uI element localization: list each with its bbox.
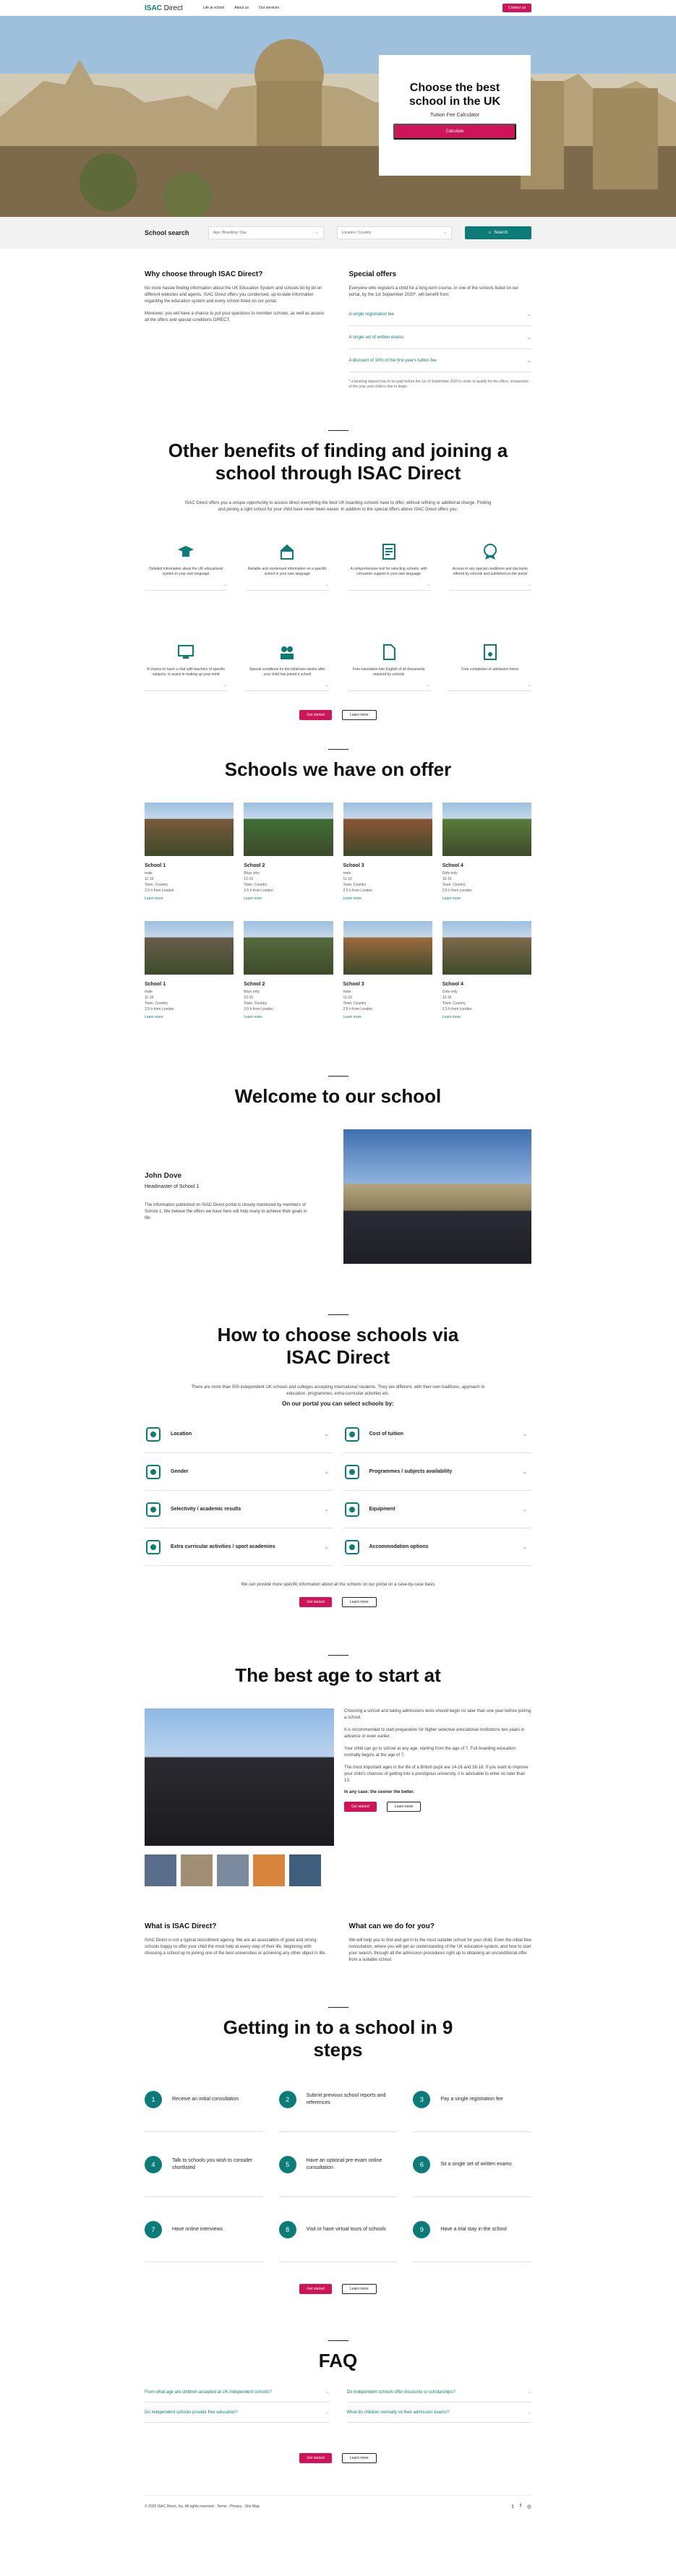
- section-divider: [328, 1076, 348, 1077]
- criteria-item[interactable]: [343, 1453, 532, 1491]
- section-divider: [328, 749, 348, 750]
- school-meta: [343, 989, 432, 1012]
- search-button[interactable]: ⌕ Search: [465, 226, 531, 239]
- learn-more-link[interactable]: Learn more: [145, 897, 163, 901]
- contact-us-button[interactable]: Contact us: [502, 4, 531, 12]
- get-started-button[interactable]: Get started: [299, 1597, 332, 1607]
- school-gender: Girls only: [442, 990, 458, 994]
- section-divider: [328, 430, 348, 431]
- criteria-label: Equipment: [369, 1507, 395, 1512]
- criteria-label: Gender: [171, 1469, 189, 1474]
- nav-about-us[interactable]: About us: [234, 6, 249, 10]
- chevron-down-icon: ⌄: [527, 2410, 531, 2415]
- school-gender: Boys only: [244, 871, 260, 876]
- hero-title: Choose the best school in the UK: [408, 82, 501, 108]
- get-started-button[interactable]: Get started: [299, 2284, 332, 2294]
- criteria-label: Extra curricular activities / sport academies: [171, 1544, 275, 1549]
- step-text: Have a trial stay in the school: [440, 2226, 507, 2232]
- hero-city-image: [0, 16, 676, 217]
- benefits-title: Other benefits of finding and joining a school through ISAC Direct: [168, 440, 508, 484]
- can-do-section: [349, 1922, 532, 1964]
- school-card[interactable]: [244, 921, 333, 1019]
- step-number: 3: [413, 2091, 430, 2108]
- learn-more-link[interactable]: Learn more: [343, 1015, 362, 1019]
- step-item: [279, 2132, 398, 2197]
- faq-item[interactable]: What do children normally sit their admission exams? ⌄: [347, 2402, 532, 2423]
- school-card[interactable]: [442, 803, 531, 901]
- school-age: 12-16: [244, 996, 254, 1000]
- step-text: Submit previous school reports and references: [306, 2092, 386, 2105]
- school-name: School 4: [442, 863, 463, 868]
- chevron-down-icon: ⌄: [324, 1544, 329, 1550]
- school-card[interactable]: [343, 803, 432, 901]
- facebook-icon[interactable]: f: [519, 2503, 521, 2509]
- school-age: 11-16: [145, 996, 154, 1000]
- school-age: 12-16: [244, 877, 254, 881]
- photo-thumbnails: [145, 1854, 334, 1886]
- step-number: 7: [145, 2221, 162, 2238]
- criteria-item[interactable]: [343, 1416, 532, 1453]
- chevron-down-icon: ⌄: [523, 1469, 527, 1475]
- school-photo[interactable]: [244, 921, 333, 975]
- school-distance: 2.5 h from London: [145, 1007, 174, 1011]
- chevron-down-icon: ⌄: [426, 583, 430, 587]
- benefit-item[interactable]: Free completion of admission forms ⌄: [449, 641, 531, 691]
- school-distance: 2.5 h from London: [145, 889, 174, 893]
- location-pin-icon: [145, 1426, 162, 1443]
- step-number: 4: [145, 2156, 162, 2173]
- age-text-3: Your child can go to school at any age, starting from the age of 7. Full boarding education normally begins at the age of 7.: [344, 1747, 515, 1758]
- school-photo[interactable]: [244, 803, 333, 856]
- school-photo[interactable]: [442, 921, 531, 975]
- school-card[interactable]: [343, 921, 432, 1019]
- faq-item[interactable]: Do independent schools provide free education? ⌄: [145, 2402, 330, 2423]
- learn-more-button[interactable]: Learn more: [342, 1597, 377, 1607]
- offer-item[interactable]: A discount of 10% of the first year's tuition fee ⌄: [349, 349, 532, 372]
- offers-intro: Everyone who registers a child for a long-term course, in one of the schools listed on our portal, by the 1st September 2020*, will benefit from:: [348, 286, 519, 297]
- step-item: [145, 2067, 263, 2132]
- cando-text: We will help you to find and get in to the most suitable school for your child. Even the initial free consultation, where you will get an understanding of the UK education system, and how to start your search, through all the admission procedures right up to obtaining an unconditional offer from a suitable school.: [348, 1938, 531, 1962]
- thumbnail[interactable]: [181, 1854, 213, 1886]
- what-title: What is ISAC Direct?: [145, 1922, 217, 1930]
- chevron-down-icon: ⌄: [426, 683, 430, 688]
- school-distance: 2.5 h from London: [343, 1007, 373, 1011]
- criteria-label: Cost of tuition: [369, 1432, 403, 1437]
- section-divider: [328, 2340, 348, 2341]
- benefit-item[interactable]: A comprehensive tool for selecting schools, with consumer support in your own language ⌄: [348, 541, 430, 591]
- hero-subtitle: Tuition Fee Calculator: [429, 113, 480, 118]
- benefits-grid: [145, 541, 531, 691]
- school-name: School 1: [145, 863, 166, 868]
- logo[interactable]: ISAC Direct: [145, 4, 183, 12]
- why-section: [145, 270, 328, 390]
- benefits-intro: ISAC Direct offers you a unique opportunity to access direct everything the best UK boarding schools have to offer, without refining or additional charge. Finding and joining a right school for your child have never been easier. In addition to the special offers above ISAC Direct offers you:: [184, 501, 492, 512]
- steps-title: Getting in to a school in 9 steps: [223, 2016, 453, 2061]
- school-location: Town, Country: [442, 1001, 466, 1006]
- cando-title: What can we do for you?: [348, 1922, 435, 1930]
- step-item: [145, 2132, 263, 2197]
- learn-more-link[interactable]: Learn more: [442, 897, 461, 901]
- criteria-label: Accommodation options: [369, 1544, 429, 1549]
- criteria-item[interactable]: [145, 1416, 333, 1453]
- school-meta: [343, 870, 432, 894]
- step-text: Have an optional pre-exam online consultation: [306, 2157, 382, 2170]
- choose-footer: We can provide more specific information about all the schools on our portal on a case-by-case basis: [241, 1583, 435, 1587]
- get-started-button[interactable]: Get started: [299, 710, 332, 720]
- school-card[interactable]: [244, 803, 333, 901]
- school-meta: [442, 870, 531, 894]
- footer-copyright: © 2020 ISAC Direct, Inc. All rights reserved · Terms · Privacy · Site Map: [145, 2504, 260, 2509]
- location-select[interactable]: Location / Country ⌄: [337, 226, 453, 239]
- hero-banner: [0, 16, 676, 217]
- chevron-down-icon: ⌄: [523, 1544, 527, 1550]
- step-number: 9: [413, 2221, 430, 2238]
- school-age: 11-16: [343, 996, 352, 1000]
- section-divider: [328, 1655, 348, 1656]
- benefit-item[interactable]: Access to any special conditions and discounts offered by schools and published on the portal ⌄: [449, 541, 531, 591]
- chevron-down-icon: ⌄: [526, 311, 531, 317]
- school-gender: Girls only: [442, 871, 458, 876]
- steps-grid: [145, 2067, 531, 2262]
- step-item: [279, 2197, 398, 2262]
- school-name: School 2: [244, 863, 265, 868]
- chevron-down-icon: ⌄: [223, 683, 228, 688]
- age-select[interactable]: Age / Boarding / Day ⌄: [208, 226, 324, 239]
- school-name: School 4: [442, 982, 463, 987]
- learn-more-link[interactable]: Learn more: [244, 1015, 262, 1019]
- criteria-label: Selectivity / academic results: [171, 1507, 241, 1512]
- school-name: School 3: [343, 863, 364, 868]
- learn-more-link[interactable]: Learn more: [145, 1015, 163, 1019]
- step-item: [413, 2067, 531, 2132]
- nav-life-at-school[interactable]: Life at school: [202, 6, 225, 10]
- welcome-title: Welcome to our school: [234, 1085, 442, 1107]
- offer-item[interactable]: A single set of written exams ⌄: [349, 326, 532, 349]
- headmaster-role: Headmaster of School 1: [145, 1184, 200, 1189]
- school-search-bar: [0, 217, 676, 249]
- age-emphasis: In any case: the sooner the better.: [344, 1790, 415, 1794]
- school-people-icon: [276, 641, 298, 663]
- learn-more-button[interactable]: Learn more: [387, 1802, 422, 1812]
- school-meta: [244, 870, 333, 894]
- graduates-photo: [145, 1708, 334, 1846]
- benefit-item[interactable]: Reliable and condensed information on a specific school in your own language ⌄: [246, 541, 328, 591]
- criteria-item[interactable]: [343, 1528, 532, 1566]
- document-icon: [378, 641, 400, 663]
- graduation-cap-icon: [175, 541, 197, 562]
- age-title: The best age to start at: [235, 1664, 441, 1686]
- school-distance: 2.5 h from London: [442, 1007, 472, 1011]
- trophy-icon: [145, 1539, 162, 1556]
- step-text: Receive an initial consultation: [172, 2096, 239, 2102]
- faq-item[interactable]: Do independent schools offer discounts or scholarships? ⌄: [347, 2382, 532, 2402]
- benefit-item[interactable]: A chance to have a chat with teachers of specific subjects, to assist in making up your mind ⌄: [145, 641, 227, 691]
- offers-section: [349, 270, 532, 390]
- chevron-down-icon: ⌄: [527, 683, 531, 688]
- choose-lead: On our portal you can select schools by:: [282, 1400, 394, 1407]
- search-icon: ⌕: [488, 230, 492, 235]
- chevron-down-icon: ⌄: [325, 583, 329, 587]
- school-gender: male: [343, 990, 351, 994]
- chat-screen-icon: [175, 641, 197, 663]
- site-header: [0, 0, 676, 16]
- chevron-down-icon: ⌄: [223, 583, 228, 587]
- why-text-1: No more hassle finding information about the UK Education System and schools bit by bit on different websites and agents. ISAC Direct offers you condensed, up-to-date information regarding the education system and every school listed on our portal.: [145, 286, 322, 304]
- schools-title: Schools we have on offer: [224, 758, 452, 780]
- accommodation-icon: [343, 1539, 361, 1556]
- why-title: Why choose through ISAC Direct?: [145, 270, 263, 278]
- building-icon: [276, 541, 298, 562]
- school-gender: male: [145, 990, 153, 994]
- chevron-down-icon: ⌄: [324, 1507, 329, 1512]
- chevron-down-icon: ⌄: [325, 683, 329, 688]
- schools-grid: [145, 803, 531, 1019]
- step-number: 5: [279, 2156, 296, 2173]
- step-number: 2: [279, 2091, 296, 2108]
- chevron-down-icon: ⌄: [526, 334, 531, 341]
- school-distance: 2.5 h from London: [442, 889, 472, 893]
- step-number: 6: [413, 2156, 430, 2173]
- equipment-icon: [343, 1501, 361, 1518]
- school-meta: [145, 870, 234, 894]
- search-label: School search: [145, 229, 189, 236]
- school-age: 12-16: [442, 877, 452, 881]
- benefit-item[interactable]: Free translation into English of all documents required by schools ⌄: [348, 641, 430, 691]
- offer-item[interactable]: A single registration fee ⌄: [349, 303, 532, 326]
- school-meta: [145, 989, 234, 1012]
- school-age: 12-16: [442, 996, 452, 1000]
- criteria-item[interactable]: [145, 1453, 333, 1491]
- get-started-button[interactable]: Get started: [299, 2453, 332, 2463]
- step-item: [279, 2067, 398, 2132]
- school-gender: Boys only: [244, 990, 260, 994]
- step-text: Have online interviews: [172, 2226, 223, 2232]
- school-distance: 3.5 h from London: [244, 889, 273, 893]
- step-number: 1: [145, 2091, 162, 2108]
- age-text-1: Choosing a school and taking admissions tests should begin no later than one year before joining a school.: [344, 1709, 531, 1720]
- thumbnail[interactable]: [289, 1854, 321, 1886]
- calculate-button[interactable]: Calculate: [393, 124, 516, 140]
- chevron-down-icon: ⌄: [523, 1432, 527, 1437]
- twitter-icon[interactable]: 𝕥: [511, 2504, 514, 2509]
- step-item: [145, 2197, 263, 2262]
- school-card[interactable]: [442, 921, 531, 1019]
- school-card[interactable]: [145, 921, 234, 1019]
- what-text: ISAC Direct is not a typical recruitment agency. We are an association of good and strong schools happy to offer your child the most help at every step of their life, beginning with choosing a school up to joining one of the best universities or achieving any other object in life.: [145, 1938, 326, 1956]
- age-text-4: The most important ages in the life of a British pupil are 14-16 and 16-18. If you want to improve your child's chances of getting into a prestigious university, it is advisable to enter no later than 13.: [344, 1766, 529, 1783]
- school-name: School 3: [343, 982, 364, 987]
- chevron-down-icon: ⌄: [324, 1469, 329, 1475]
- headmaster-name: John Dove: [145, 1171, 182, 1180]
- selectivity-icon: [145, 1501, 162, 1518]
- learn-more-link[interactable]: Learn more: [442, 1015, 461, 1019]
- nav-our-services[interactable]: Our services: [259, 6, 280, 10]
- school-photo[interactable]: [145, 803, 234, 856]
- offers-title: Special offers: [348, 270, 397, 278]
- step-item: [413, 2197, 531, 2262]
- chevron-down-icon: ⌄: [443, 231, 448, 235]
- learn-more-button[interactable]: Learn more: [342, 710, 377, 720]
- offers-note: * a booking deposit has to be paid before the 1st of September 2020 in order to qualify for the offers, irrespective of the year your child is due to begin.: [348, 380, 529, 389]
- step-text: Pay a single registration fee: [440, 2096, 503, 2102]
- criteria-label: Programmes / subjects availability: [369, 1469, 453, 1474]
- school-name: School 1: [145, 982, 166, 987]
- chevron-down-icon: ⌄: [315, 231, 319, 235]
- school-meta: [442, 989, 531, 1012]
- get-started-button[interactable]: Get started: [344, 1802, 377, 1812]
- what-is-section: [145, 1922, 328, 1964]
- benefit-item[interactable]: Detailed information about the UK educational system in your own language ⌄: [145, 541, 227, 591]
- school-meta: [244, 989, 333, 1012]
- checklist-icon: [378, 541, 400, 562]
- criteria-item[interactable]: [145, 1491, 333, 1528]
- site-footer: [145, 2495, 531, 2517]
- cost-icon: [343, 1426, 361, 1443]
- school-gender: male: [145, 871, 153, 876]
- learn-more-link[interactable]: Learn more: [244, 897, 262, 901]
- school-age: 11-16: [343, 877, 352, 881]
- school-location: Town, Country: [343, 883, 367, 887]
- thumbnail[interactable]: [253, 1854, 285, 1886]
- benefit-item[interactable]: Special conditions for the initial two weeks after your child has joined a school ⌄: [246, 641, 328, 691]
- age-text-2: It is recommended to start preparation for higher selective educational institutions two years in advance or even earlier.: [344, 1728, 525, 1739]
- step-item: [413, 2132, 531, 2197]
- thumbnail[interactable]: [145, 1854, 176, 1886]
- criteria-label: Location: [171, 1432, 192, 1437]
- section-divider: [328, 2007, 348, 2008]
- school-location: Town, Country: [244, 883, 268, 887]
- school-photo[interactable]: [145, 921, 234, 975]
- learn-more-button[interactable]: Learn more: [342, 2453, 377, 2463]
- chevron-down-icon: ⌄: [526, 357, 531, 364]
- programmes-icon: [343, 1463, 361, 1481]
- school-group-photo: [343, 1129, 531, 1264]
- school-location: Town, Country: [343, 1001, 367, 1006]
- selection-criteria-grid: [145, 1416, 531, 1566]
- school-photo[interactable]: [343, 921, 432, 975]
- instagram-icon[interactable]: ◎: [526, 2504, 531, 2509]
- school-location: Town, Country: [145, 1001, 168, 1006]
- chevron-down-icon: ⌄: [325, 2410, 330, 2415]
- school-photo[interactable]: [442, 803, 531, 856]
- school-distance: 3.5 h from London: [244, 1007, 273, 1011]
- learn-more-button[interactable]: Learn more: [342, 2284, 377, 2294]
- faq-title: FAQ: [318, 2350, 358, 2371]
- learn-more-link[interactable]: Learn more: [343, 897, 362, 901]
- school-name: School 2: [244, 982, 265, 987]
- hero-card: [379, 55, 531, 176]
- criteria-item[interactable]: [145, 1528, 333, 1566]
- step-text: Talk to schools you wish to consider shortlisted: [172, 2157, 253, 2170]
- faq-item[interactable]: From what age are children accepted at UK independent schools? ⌄: [145, 2382, 330, 2402]
- chevron-down-icon: ⌄: [523, 1507, 527, 1512]
- gender-icon: [145, 1463, 162, 1481]
- step-text: Sit a single set of written exams: [440, 2161, 512, 2167]
- chevron-down-icon: ⌄: [527, 2390, 531, 2395]
- criteria-item[interactable]: [343, 1491, 532, 1528]
- school-photo[interactable]: [343, 803, 432, 856]
- school-distance: 2.5 h from London: [343, 889, 373, 893]
- step-text: Visit or have virtual tours of schools: [306, 2226, 386, 2232]
- step-number: 8: [279, 2221, 296, 2238]
- chevron-down-icon: ⌄: [324, 1432, 329, 1437]
- main-nav: [203, 6, 502, 10]
- thumbnail[interactable]: [217, 1854, 249, 1886]
- school-gender: male: [343, 871, 351, 876]
- school-location: Town, Country: [442, 883, 466, 887]
- school-location: Town, Country: [145, 883, 168, 887]
- school-card[interactable]: [145, 803, 234, 901]
- choose-intro: There are more than 500 independent UK schools and colleges accepting international students. They are different, with their own traditions, approach to education, programmes, extra-curricular activities etc.: [191, 1385, 485, 1396]
- chevron-down-icon: ⌄: [527, 583, 531, 587]
- certificate-icon: [479, 641, 501, 663]
- choose-title: How to choose schools via ISAC Direct: [217, 1324, 459, 1368]
- why-text-2: Moreover, you will have a chance to put your questions to member schools, as well as access all the offers and special conditions DIRECT.: [145, 312, 325, 322]
- school-age: 11-16: [145, 877, 154, 881]
- section-divider: [328, 1314, 348, 1315]
- badge-icon: [479, 541, 501, 562]
- school-location: Town, Country: [244, 1001, 268, 1006]
- chevron-down-icon: ⌄: [325, 2390, 330, 2395]
- welcome-text: The information published on ISAC Direct portal is closely monitored by members of School 1. We believe the offers we have here will help many to achieve their goals in life.: [145, 1202, 307, 1220]
